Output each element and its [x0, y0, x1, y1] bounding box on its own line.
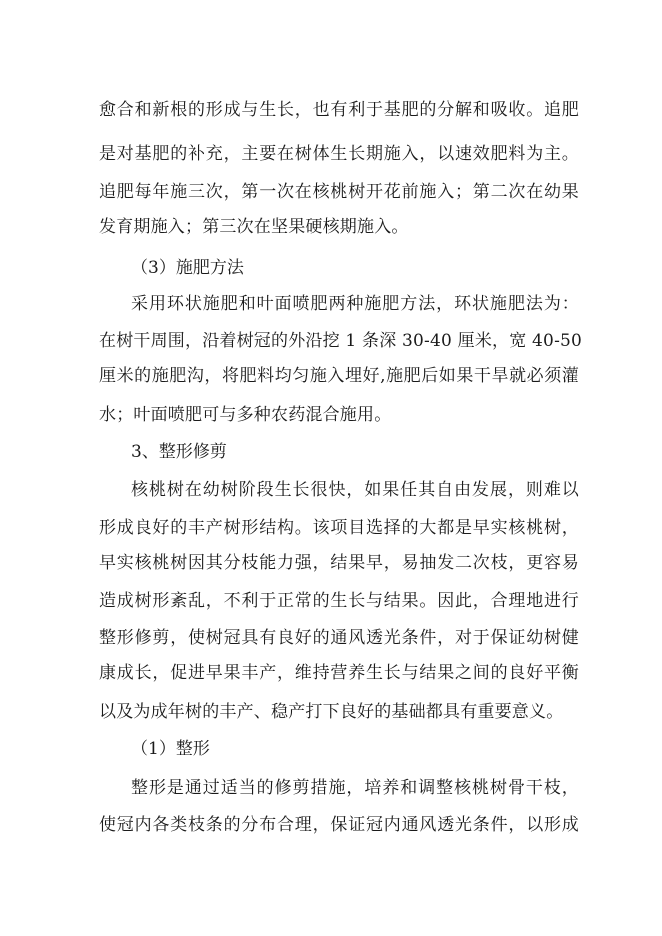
paragraph-2-line-1: 采用环状施肥和叶面喷肥两种施肥方法，环状施肥法为： [131, 294, 579, 314]
paragraph-3-line-7: 以及为成年树的丰产、稳产打下良好的基础都具有重要意义。 [99, 702, 564, 722]
paragraph-3-line-4: 造成树形紊乱，不利于正常的生长与结果。因此，合理地进行 [99, 591, 579, 611]
paragraph-1-line-4: 发育期施入；第三次在坚果硬核期施入。 [99, 217, 409, 237]
paragraph-3-line-5: 整形修剪，使树冠具有良好的通风透光条件，对于保证幼树健 [99, 628, 579, 648]
section-heading-shaping: （1）整形 [131, 739, 210, 759]
paragraph-3-line-1: 核桃树在幼树阶段生长很快，如果任其自由发展，则难以 [131, 480, 579, 500]
paragraph-4-line-2: 使冠内各类枝条的分布合理，保证冠内通风透光条件，以形成 [99, 815, 579, 835]
section-heading-fertilize-method: （3）施肥方法 [131, 258, 244, 278]
paragraph-2-line-3: 厘米的施肥沟，将肥料均匀施入埋好,施肥后如果干旱就必须灌 [99, 366, 579, 386]
paragraph-2-line-2: 在树干周围，沿着树冠的外沿挖 1 条深 30-40 厘米，宽 40-50 [99, 331, 583, 351]
paragraph-3-line-2: 形成良好的丰产树形结构。该项目选择的大都是早实核桃树， [99, 518, 579, 538]
paragraph-4-line-1: 整形是通过适当的修剪措施，培养和调整核桃树骨干枝， [131, 778, 579, 798]
paragraph-2-line-4: 水；叶面喷肥可与多种农药混合施用。 [99, 405, 392, 425]
paragraph-1-line-2: 是对基肥的补充，主要在树体生长期施入，以速效肥料为主。 [99, 144, 579, 164]
paragraph-1-line-3: 追肥每年施三次，第一次在核桃树开花前施入；第二次在幼果 [99, 182, 579, 202]
section-heading-pruning: 3、整形修剪 [131, 442, 227, 462]
paragraph-3-line-3: 早实核桃树因其分枝能力强，结果早，易抽发二次枝，更容易 [99, 553, 579, 573]
paragraph-3-line-6: 康成长，促进早果丰产，维持营养生长与结果之间的良好平衡 [99, 663, 579, 683]
paragraph-1-line-1: 愈合和新根的形成与生长，也有利于基肥的分解和吸收。追肥 [99, 100, 579, 120]
